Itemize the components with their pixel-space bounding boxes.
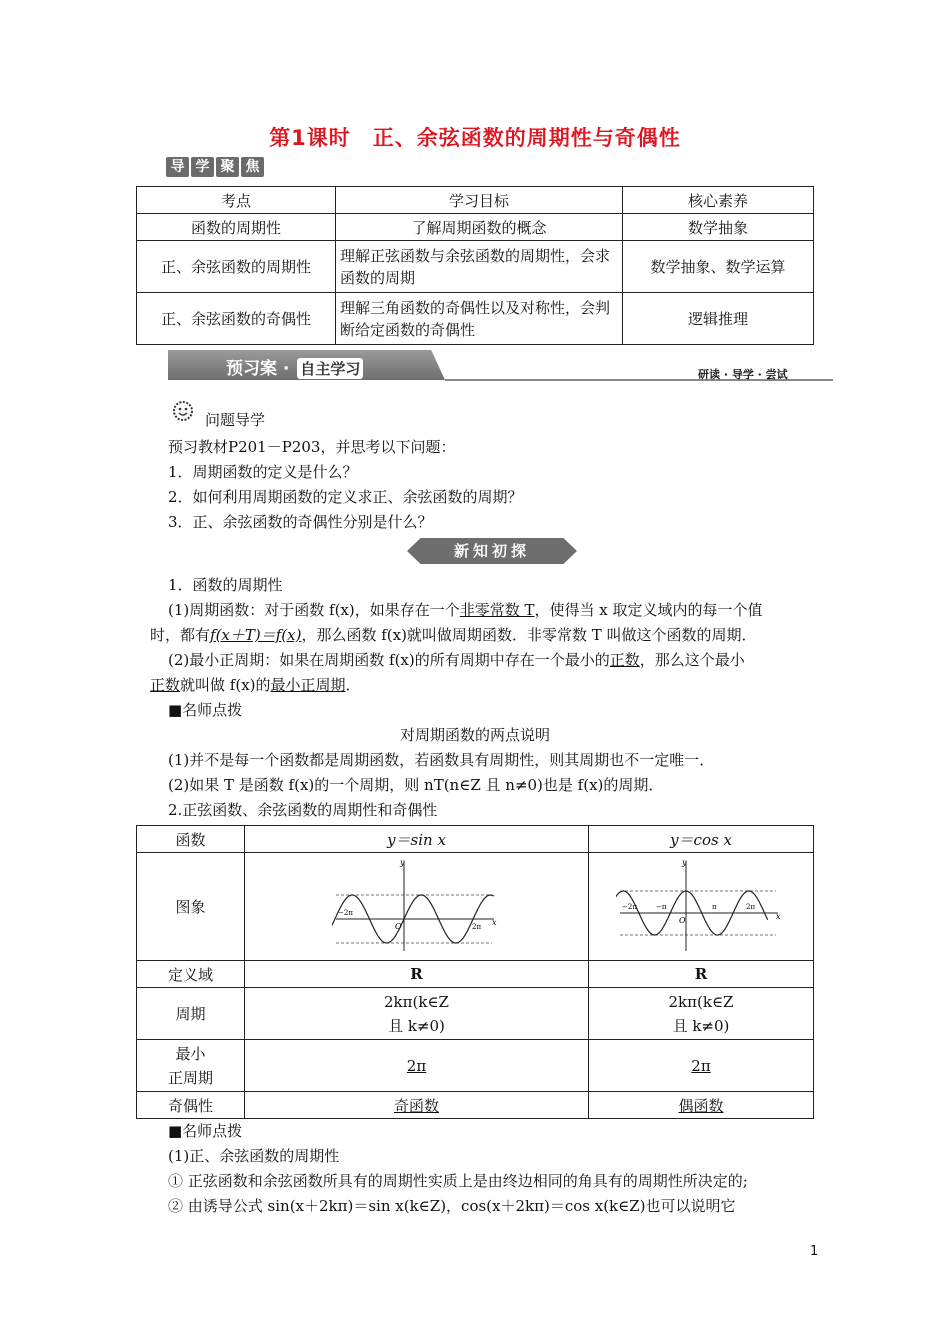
- table-cell: R: [245, 961, 589, 988]
- table-cell: R: [589, 961, 814, 988]
- tip-title: (1)正、余弦函数的周期性: [168, 1147, 340, 1165]
- table-cell: 奇偶性: [137, 1092, 245, 1119]
- axis-label: x: [491, 917, 497, 927]
- sin-graph-cell: [245, 853, 589, 961]
- tip-label: ■名师点拨: [168, 1122, 243, 1140]
- tick-label: −2π: [622, 902, 637, 911]
- tip-line: (2)如果 T 是函数 f(x)的一个周期，则 nT(n∈Z 且 n≠0)也是 f(x)的周期．: [168, 776, 664, 794]
- origin-label: O: [394, 921, 402, 931]
- table-header: 考点: [137, 187, 336, 214]
- banner-box: 自主学习: [297, 358, 363, 379]
- table-header: y＝sin x: [245, 826, 589, 853]
- axis-label: y: [682, 857, 687, 867]
- banner-title: 预习案 · 自主学习: [226, 354, 363, 379]
- table-cell: 最小 正周期: [137, 1040, 245, 1092]
- table-cell: 正、余弦函数的周期性: [137, 241, 336, 293]
- section-badge: [166, 157, 264, 177]
- table-cell: 图象: [137, 853, 245, 961]
- paragraph: (1)周期函数：对于函数 f(x)，如果存在一个非零常数 T，使得当 x 取定义域内的每一个值: [168, 601, 763, 619]
- badge-char: 焦: [241, 157, 264, 177]
- section1-title: 1．函数的周期性: [168, 576, 283, 594]
- axis-label: x: [776, 911, 781, 921]
- table-cell: 偶函数: [589, 1092, 814, 1119]
- table-header: 核心素养: [623, 187, 814, 214]
- tick-label: π: [712, 902, 717, 911]
- tip-title: 对周期函数的两点说明: [399, 726, 550, 744]
- page-number: 1: [810, 1244, 819, 1259]
- banner-right: 研读 · 导学 · 尝试: [698, 368, 788, 381]
- table-cell: 数学抽象、数学运算: [623, 241, 814, 293]
- paragraph: 正数就叫做 f(x)的最小正周期．: [150, 676, 361, 694]
- tick-label: −π: [656, 902, 667, 911]
- origin-label: O: [679, 915, 686, 925]
- sine-graph: [332, 855, 502, 955]
- table-cell: 2kπ(k∈Z 且 k≠0): [245, 988, 589, 1040]
- paragraph: 时，都有f(x＋T)＝f(x)，那么函数 f(x)就叫做周期函数．非零常数 T 叫做这个函数的周期．: [150, 626, 757, 644]
- preview-heading: 问题导学: [205, 411, 266, 429]
- axis-label: y: [399, 857, 405, 867]
- section2-title: 2.正弦函数、余弦函数的周期性和奇偶性: [168, 801, 438, 819]
- preview-intro: 预习教材P201－P203，并思考以下问题：: [168, 438, 456, 456]
- page-title: 第1课时 正、余弦函数的周期性与奇偶性: [269, 126, 681, 150]
- tick-label: 2π: [746, 902, 756, 911]
- badge-char: 学: [191, 157, 214, 177]
- table-cell: 正、余弦函数的奇偶性: [137, 293, 336, 345]
- cos-graph-cell: [589, 853, 814, 961]
- question: 2．如何利用周期函数的定义求正、余弦函数的周期？: [168, 488, 523, 506]
- tick-label: −2π: [337, 908, 353, 917]
- tip-label: ■名师点拨: [168, 701, 243, 719]
- tip-line: (1)并不是每一个函数都是周期函数，若函数具有周期性，则其周期也不一定唯一．: [168, 751, 715, 769]
- table-cell: 定义域: [137, 961, 245, 988]
- table-cell: 函数的周期性: [137, 214, 336, 241]
- table-cell: 逻辑推理: [623, 293, 814, 345]
- table-cell: 理解三角函数的奇偶性以及对称性，会判断给定函数的奇偶性: [336, 293, 623, 345]
- trig-table: [136, 825, 814, 1119]
- table-cell: 奇函数: [245, 1092, 589, 1119]
- badge-char: 导: [166, 157, 189, 177]
- table-header: 学习目标: [336, 187, 623, 214]
- new-knowledge-title: 新知初探: [453, 542, 530, 560]
- question: 1．周期函数的定义是什么？: [168, 463, 358, 481]
- table-header: y＝cos x: [589, 826, 814, 853]
- table-cell: 了解周期函数的概念: [336, 214, 623, 241]
- paragraph: (2)最小正周期：如果在周期函数 f(x)的所有周期中存在一个最小的正数，那么这个最小: [168, 651, 745, 669]
- table-cell: 2π: [245, 1040, 589, 1092]
- smiley-icon: [172, 400, 194, 422]
- table-cell: 数学抽象: [623, 214, 814, 241]
- table-cell: 周期: [137, 988, 245, 1040]
- table-cell: 2π: [589, 1040, 814, 1092]
- table-header: 函数: [137, 826, 245, 853]
- tip-line: ① 正弦函数和余弦函数所具有的周期性实质上是由终边相同的角具有的周期性所决定的;: [168, 1172, 748, 1190]
- tip-line: ② 由诱导公式 sin(x＋2kπ)＝sin x(k∈Z)，cos(x＋2kπ)＝cos x(k∈Z)也可以说明它: [168, 1197, 736, 1215]
- goal-table: [136, 186, 814, 345]
- banner-left: 预习案: [226, 359, 277, 379]
- badge-char: 聚: [216, 157, 239, 177]
- table-cell: 2kπ(k∈Z 且 k≠0): [589, 988, 814, 1040]
- cosine-graph: [616, 855, 786, 955]
- question: 3．正、余弦函数的奇偶性分别是什么？: [168, 513, 433, 531]
- table-cell: 理解正弦函数与余弦函数的周期性，会求函数的周期: [336, 241, 623, 293]
- tick-label: 2π: [471, 922, 481, 931]
